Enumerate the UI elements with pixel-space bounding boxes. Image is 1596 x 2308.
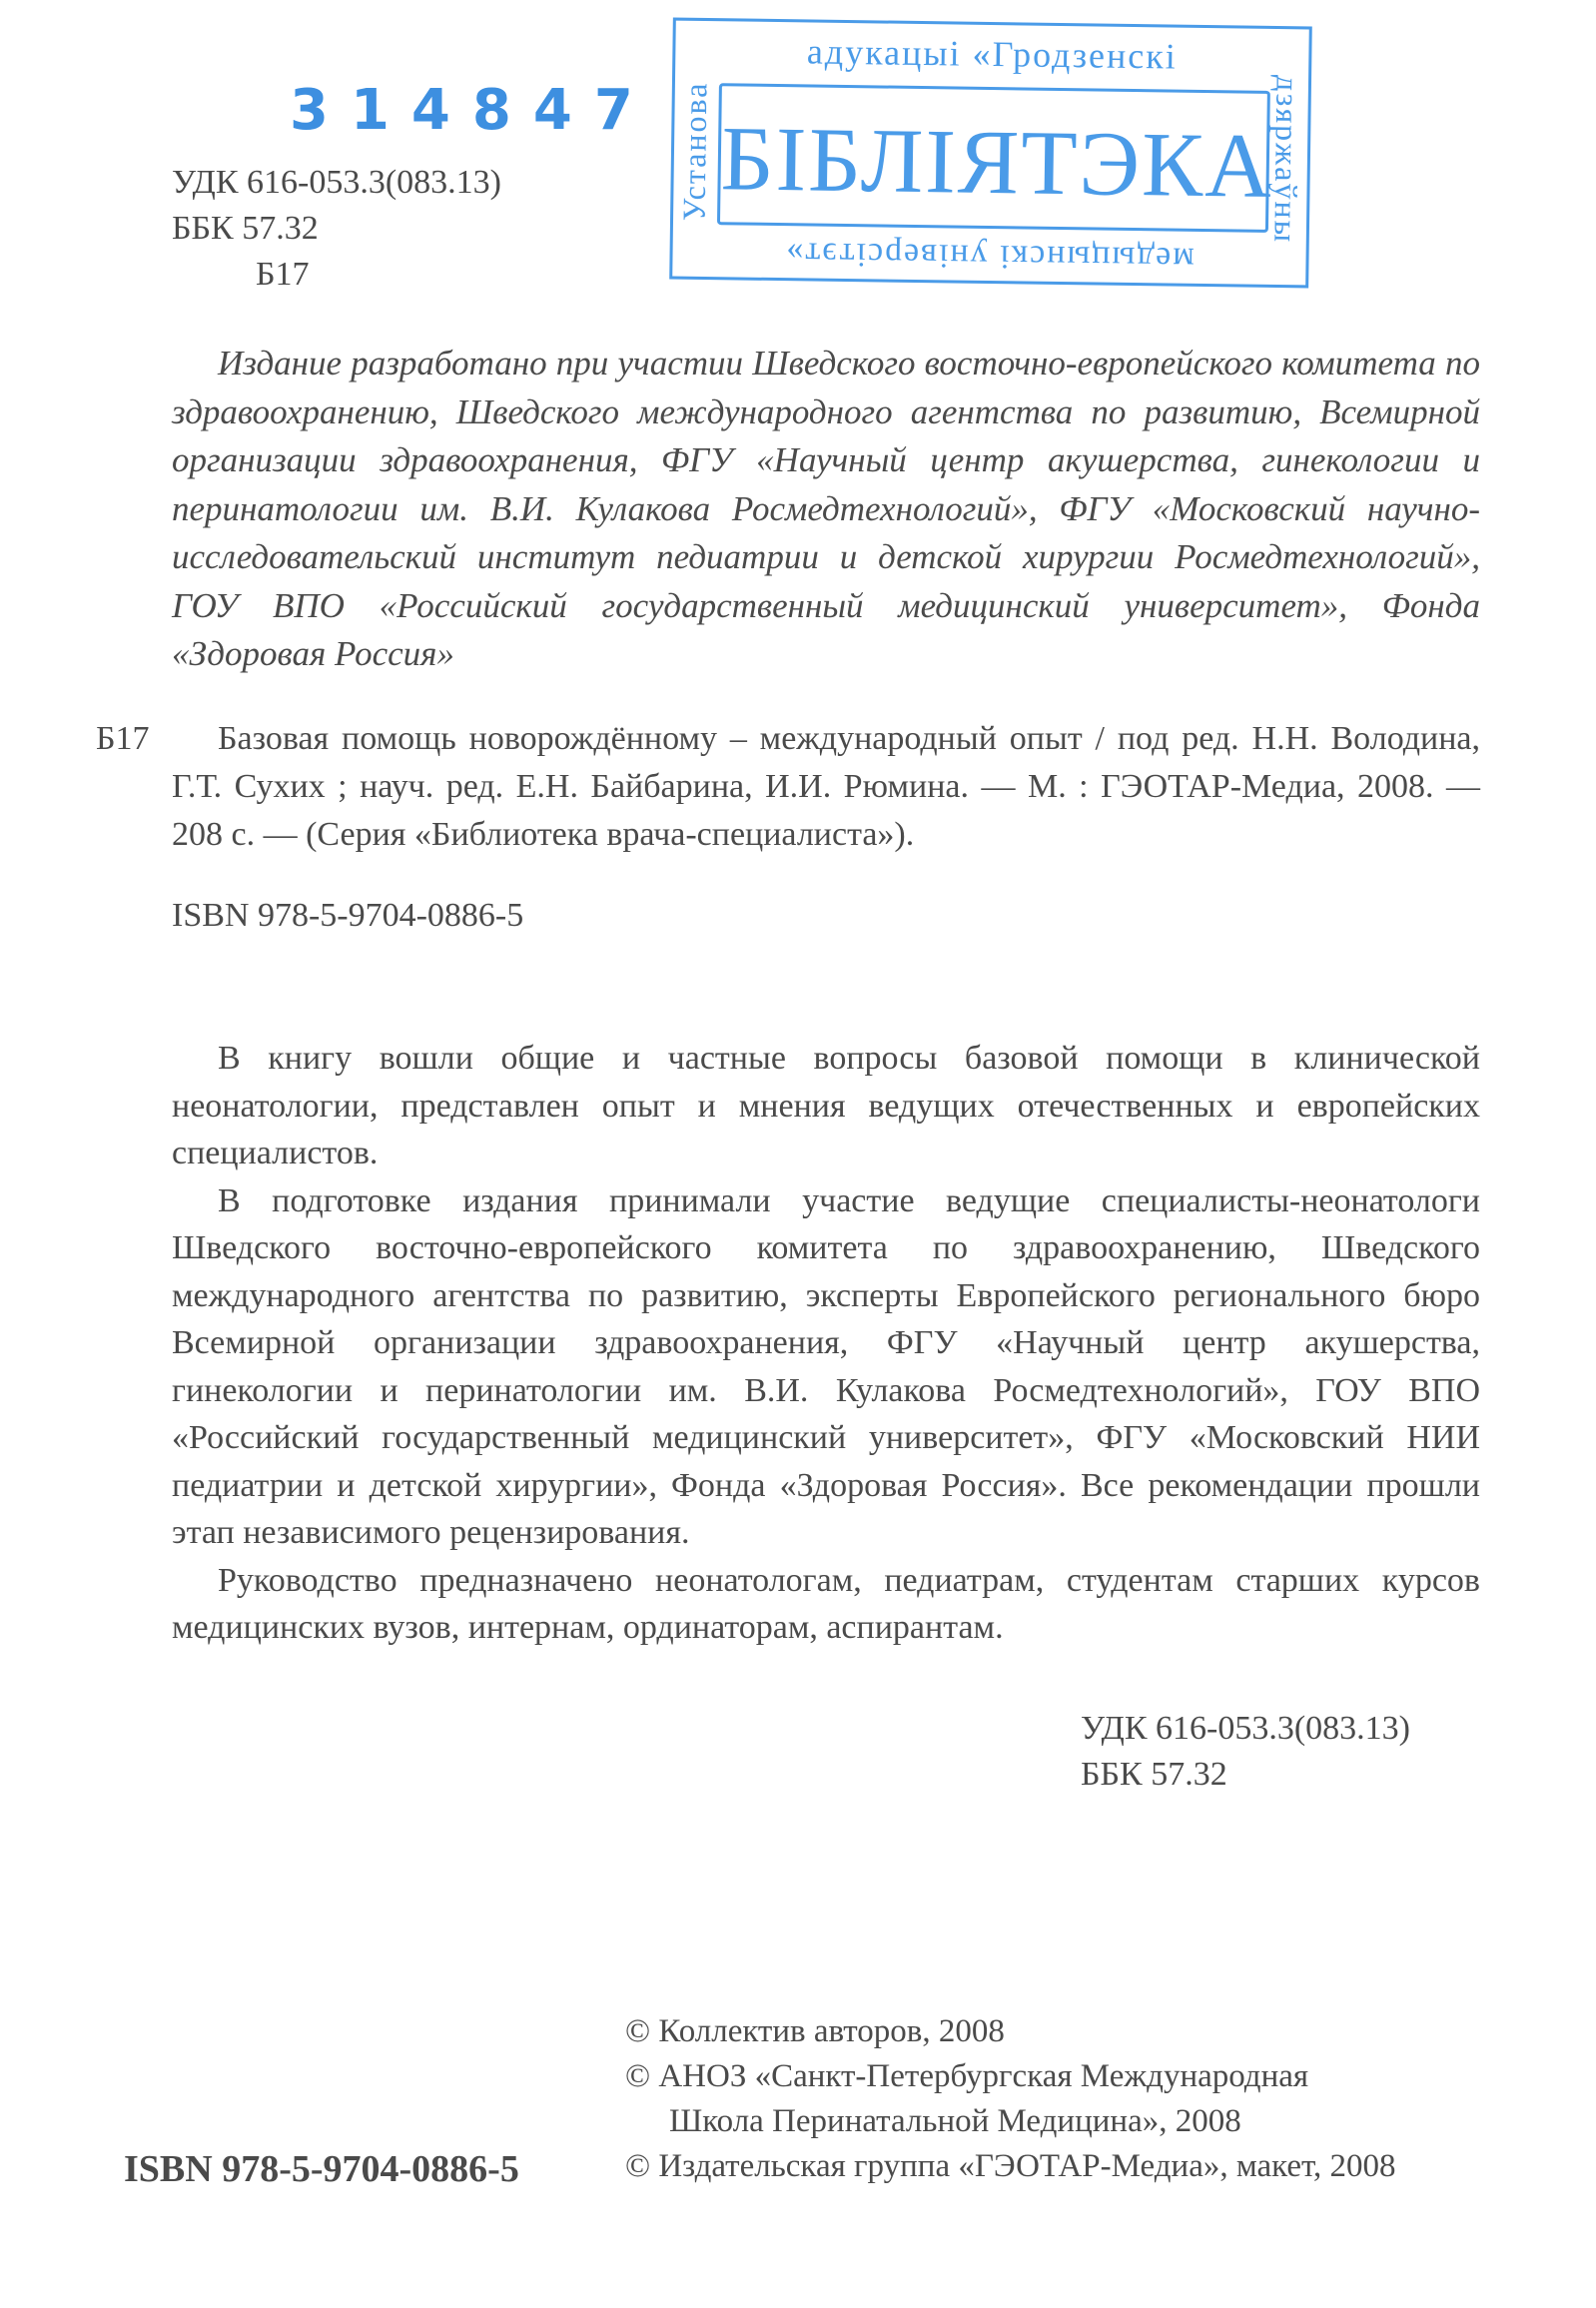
annotation-paragraph: В подготовке издания принимали участие ведущие специалисты-неонатологи Шведского восточно-европейского комитета по здравоохранению, Шведского международного агентства по развитию, эксперты Европейского регионального бюро Всемирной организации здравоохранения, ФГУ «Научный центр акушерства, гинекологии и перинатологии им. В.И. Кулакова Росмедтехнологий», ГОУ ВПО «Российский государственный медицинский университет», ФГУ «Московский НИИ педиатрии и детской хирургии», Фонда «Здоровая Россия». Все рекомендации прошли этап независимого рецензирования. <box>172 1181 1480 1551</box>
stamp-inner-frame <box>717 83 1274 233</box>
udk-code: УДК 616-053.3(083.13) <box>1081 1710 1410 1747</box>
copyright-line: © Издательская группа «ГЭОТАР-Медиа», макет, 2008 <box>625 2148 1396 2184</box>
isbn-record: ISBN 978-5-9704-0886-5 <box>172 897 524 934</box>
udk-code: УДК 616-053.3(083.13) <box>172 164 501 201</box>
stamp-main-text: БІБЛІЯТЭКА <box>720 107 1274 217</box>
stamp-left-text: Установа <box>675 81 714 222</box>
author-code: Б17 <box>256 256 310 293</box>
copyright-block <box>625 2009 1395 2189</box>
annotation <box>172 1035 1480 1652</box>
header-classification <box>172 160 501 298</box>
footer-classification <box>1081 1706 1410 1798</box>
edition-note: Издание разработано при участии Шведского восточно-европейского комитета по здравоохранению, Шведского международного агентства по развитию, Всемирной организации здравоохранения, ФГУ «Научный центр акушерства, гинекологии и перинатологии им. В.И. Кулакова Росмедтехнологий», ФГУ «Московский научно-исследовательский институт педиатрии и детской хирургии Росмедтехнологий», ГОУ ВПО «Российский государственный медицинский университет», Фонда «Здоровая Россия» <box>172 344 1480 673</box>
stamp-bottom-text: медыцынскі універсітэт» <box>784 235 1195 278</box>
annotation-paragraph: В книгу вошли общие и частные вопросы базовой помощи в клинической неонатологии, представлен опыт и мнения ведущих отечественных и европейских специалистов. <box>172 1040 1480 1171</box>
isbn-bottom: ISBN 978-5-9704-0886-5 <box>124 2148 519 2190</box>
annotation-paragraph: Руководство предназначено неонатологам, педиатрам, студентам старших курсов медицинских вузов, интернам, ординаторам, аспирантам. <box>172 1561 1480 1646</box>
inventory-number: 314847 <box>290 78 655 143</box>
biblio-text: Базовая помощь новорождённому – международный опыт / под ред. Н.Н. Володина, Г.Т. Сухих ; науч. ред. Е.Н. Байбарина, И.И. Рюмина. — М. : ГЭОТАР-Медиа, 2008. — 208 с. — (Серия «Библиотека врача-специалиста»). <box>172 720 1480 853</box>
copyright-line: Школа Перинатальной Медицина», 2008 <box>669 2103 1241 2139</box>
stamp-top-text: адукацыі «Гродзенскі <box>806 31 1179 77</box>
bbk-code: ББК 57.32 <box>172 210 319 247</box>
copyright-line: © Коллектив авторов, 2008 <box>625 2013 1005 2049</box>
bibliographic-record <box>96 715 1480 859</box>
biblio-code: Б17 <box>96 720 150 757</box>
bbk-code: ББК 57.32 <box>1081 1756 1227 1793</box>
copyright-line: © АНОЗ «Санкт-Петербургская Международная <box>625 2058 1309 2094</box>
stamp-right-text: дзяржаўны <box>1267 74 1306 245</box>
library-stamp <box>669 18 1312 289</box>
